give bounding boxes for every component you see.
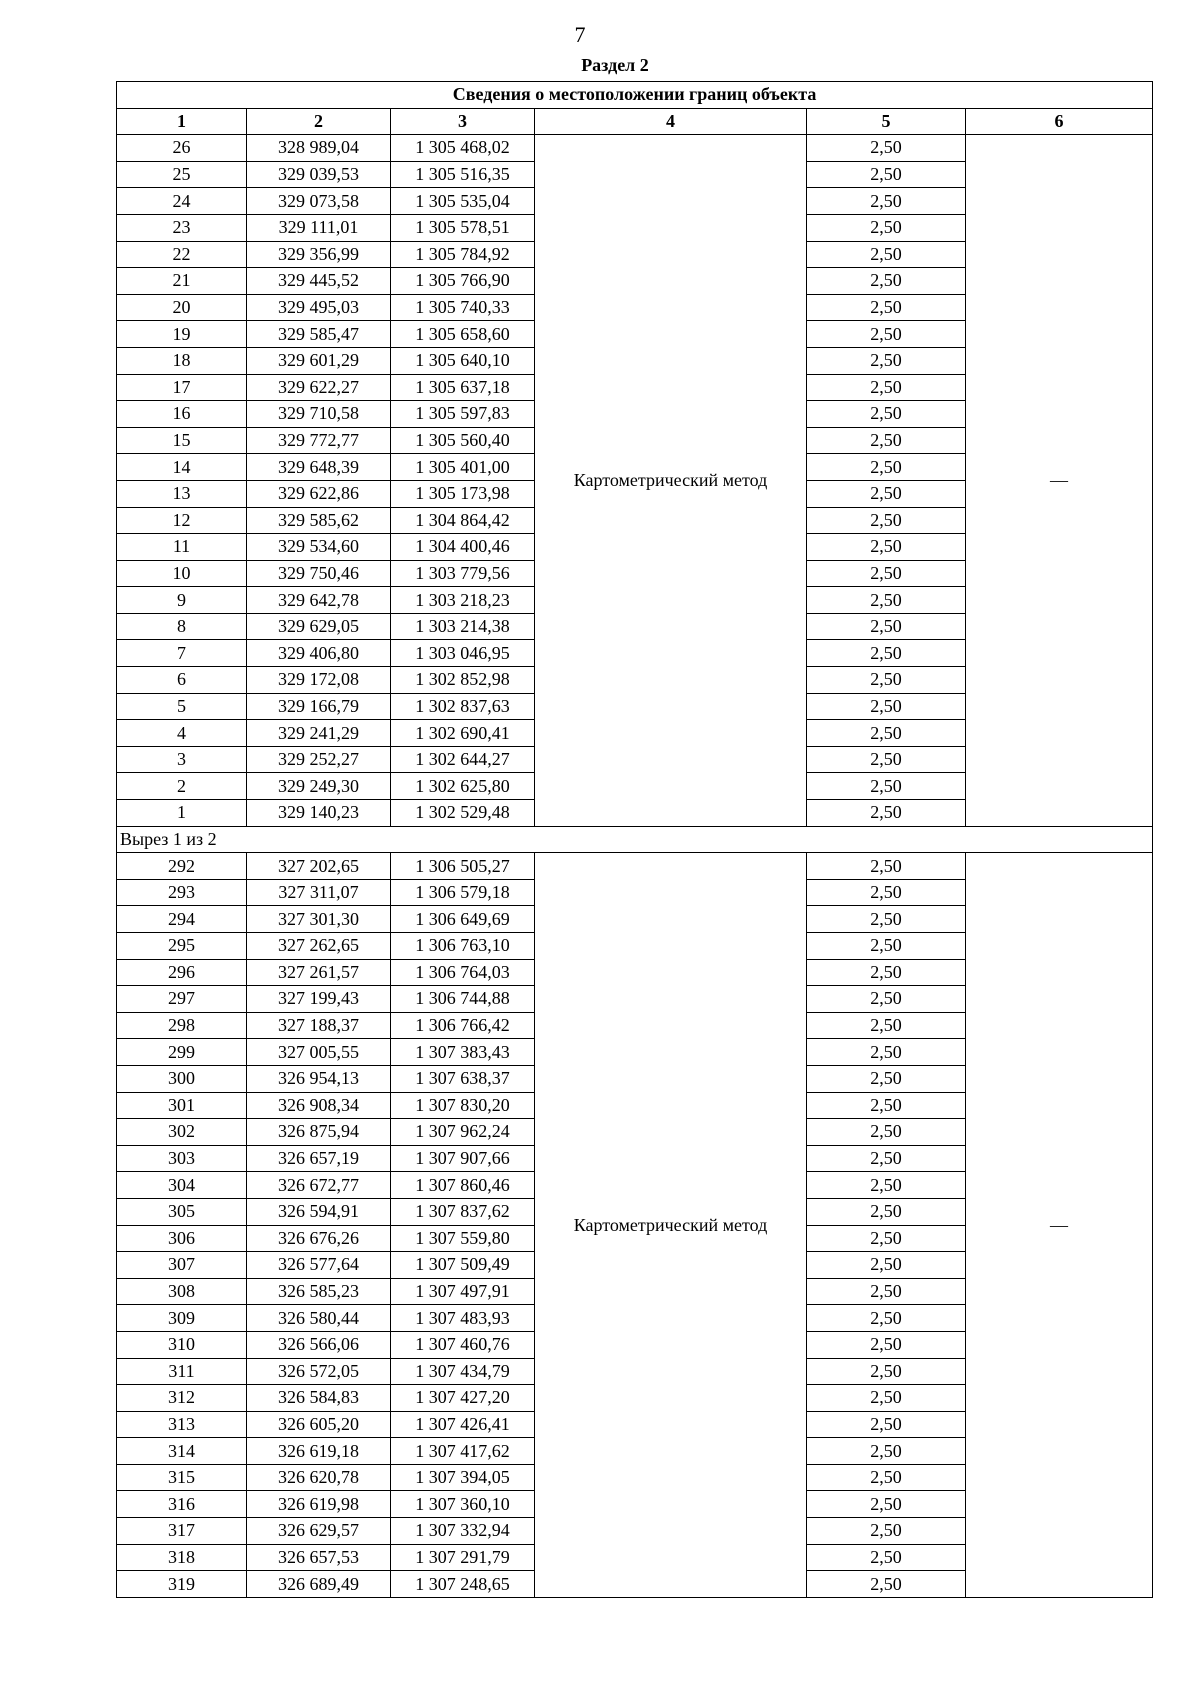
- y-coordinate: 1 305 401,00: [391, 454, 535, 481]
- point-number: 306: [117, 1225, 247, 1252]
- y-coordinate: 1 302 852,98: [391, 667, 535, 694]
- accuracy-value: 2,50: [807, 507, 966, 534]
- y-coordinate: 1 303 779,56: [391, 560, 535, 587]
- point-number: 312: [117, 1385, 247, 1412]
- point-number: 308: [117, 1278, 247, 1305]
- column-header-1: 1: [117, 108, 247, 135]
- accuracy-value: 2,50: [807, 640, 966, 667]
- point-number: 297: [117, 986, 247, 1013]
- point-number: 301: [117, 1092, 247, 1119]
- y-coordinate: 1 305 640,10: [391, 347, 535, 374]
- column-header-2: 2: [247, 108, 391, 135]
- accuracy-value: 2,50: [807, 773, 966, 800]
- y-coordinate: 1 307 509,49: [391, 1252, 535, 1279]
- point-number: 23: [117, 214, 247, 241]
- point-number: 13: [117, 480, 247, 507]
- y-coordinate: 1 304 864,42: [391, 507, 535, 534]
- point-number: 2: [117, 773, 247, 800]
- accuracy-value: 2,50: [807, 1464, 966, 1491]
- y-coordinate: 1 307 426,41: [391, 1411, 535, 1438]
- y-coordinate: 1 303 046,95: [391, 640, 535, 667]
- y-coordinate: 1 302 529,48: [391, 800, 535, 827]
- column-header-5: 5: [807, 108, 966, 135]
- y-coordinate: 1 305 658,60: [391, 321, 535, 348]
- x-coordinate: 329 642,78: [247, 587, 391, 614]
- y-coordinate: 1 306 763,10: [391, 933, 535, 960]
- point-number: 294: [117, 906, 247, 933]
- x-coordinate: 326 657,53: [247, 1544, 391, 1571]
- point-number: 10: [117, 560, 247, 587]
- x-coordinate: 327 261,57: [247, 959, 391, 986]
- y-coordinate: 1 307 332,94: [391, 1518, 535, 1545]
- x-coordinate: 326 657,19: [247, 1145, 391, 1172]
- y-coordinate: 1 304 400,46: [391, 534, 535, 561]
- y-coordinate: 1 303 218,23: [391, 587, 535, 614]
- point-number: 20: [117, 294, 247, 321]
- accuracy-value: 2,50: [807, 454, 966, 481]
- y-coordinate: 1 307 434,79: [391, 1358, 535, 1385]
- point-number: 22: [117, 241, 247, 268]
- accuracy-value: 2,50: [807, 1065, 966, 1092]
- y-coordinate: 1 302 644,27: [391, 746, 535, 773]
- accuracy-value: 2,50: [807, 427, 966, 454]
- y-coordinate: 1 307 248,65: [391, 1571, 535, 1598]
- accuracy-value: 2,50: [807, 1012, 966, 1039]
- y-coordinate: 1 307 417,62: [391, 1438, 535, 1465]
- x-coordinate: 326 954,13: [247, 1065, 391, 1092]
- y-coordinate: 1 305 766,90: [391, 268, 535, 295]
- x-coordinate: 326 580,44: [247, 1305, 391, 1332]
- accuracy-value: 2,50: [807, 986, 966, 1013]
- x-coordinate: 329 039,53: [247, 161, 391, 188]
- y-coordinate: 1 302 690,41: [391, 720, 535, 747]
- point-number: 15: [117, 427, 247, 454]
- accuracy-value: 2,50: [807, 693, 966, 720]
- point-number: 14: [117, 454, 247, 481]
- y-coordinate: 1 305 597,83: [391, 401, 535, 428]
- y-coordinate: 1 305 173,98: [391, 480, 535, 507]
- accuracy-value: 2,50: [807, 1411, 966, 1438]
- x-coordinate: 329 710,58: [247, 401, 391, 428]
- point-number: 307: [117, 1252, 247, 1279]
- x-coordinate: 326 584,83: [247, 1385, 391, 1412]
- y-coordinate: 1 307 559,80: [391, 1225, 535, 1252]
- accuracy-value: 2,50: [807, 1358, 966, 1385]
- accuracy-value: 2,50: [807, 613, 966, 640]
- y-coordinate: 1 305 535,04: [391, 188, 535, 215]
- accuracy-value: 2,50: [807, 906, 966, 933]
- section-title: Раздел 2: [581, 55, 649, 75]
- y-coordinate: 1 307 907,66: [391, 1145, 535, 1172]
- point-number: 24: [117, 188, 247, 215]
- y-coordinate: 1 302 837,63: [391, 693, 535, 720]
- x-coordinate: 326 585,23: [247, 1278, 391, 1305]
- accuracy-value: 2,50: [807, 1331, 966, 1358]
- x-coordinate: 329 750,46: [247, 560, 391, 587]
- x-coordinate: 329 445,52: [247, 268, 391, 295]
- accuracy-value: 2,50: [807, 321, 966, 348]
- accuracy-value: 2,50: [807, 853, 966, 880]
- method-cell: Картометрический метод: [535, 853, 807, 1598]
- accuracy-value: 2,50: [807, 746, 966, 773]
- point-number: 18: [117, 347, 247, 374]
- accuracy-value: 2,50: [807, 879, 966, 906]
- y-coordinate: 1 306 649,69: [391, 906, 535, 933]
- point-number: 300: [117, 1065, 247, 1092]
- accuracy-value: 2,50: [807, 241, 966, 268]
- y-coordinate: 1 305 784,92: [391, 241, 535, 268]
- x-coordinate: 327 301,30: [247, 906, 391, 933]
- y-coordinate: 1 305 516,35: [391, 161, 535, 188]
- table-row: [117, 135, 1153, 162]
- x-coordinate: 329 622,27: [247, 374, 391, 401]
- point-number: 21: [117, 268, 247, 295]
- accuracy-value: 2,50: [807, 560, 966, 587]
- accuracy-value: 2,50: [807, 401, 966, 428]
- y-coordinate: 1 306 744,88: [391, 986, 535, 1013]
- point-number: 317: [117, 1518, 247, 1545]
- y-coordinate: 1 306 505,27: [391, 853, 535, 880]
- point-number: 9: [117, 587, 247, 614]
- point-number: 319: [117, 1571, 247, 1598]
- accuracy-value: 2,50: [807, 1145, 966, 1172]
- y-coordinate: 1 307 837,62: [391, 1198, 535, 1225]
- accuracy-value: 2,50: [807, 135, 966, 162]
- x-coordinate: 329 601,29: [247, 347, 391, 374]
- accuracy-value: 2,50: [807, 480, 966, 507]
- point-number: 298: [117, 1012, 247, 1039]
- page-number: 7: [574, 22, 586, 47]
- y-coordinate: 1 307 962,24: [391, 1119, 535, 1146]
- point-number: 316: [117, 1491, 247, 1518]
- accuracy-value: 2,50: [807, 1544, 966, 1571]
- x-coordinate: 327 311,07: [247, 879, 391, 906]
- y-coordinate: 1 305 740,33: [391, 294, 535, 321]
- point-number: 302: [117, 1119, 247, 1146]
- y-coordinate: 1 306 766,42: [391, 1012, 535, 1039]
- accuracy-value: 2,50: [807, 161, 966, 188]
- x-coordinate: 329 111,01: [247, 214, 391, 241]
- y-coordinate: 1 305 560,40: [391, 427, 535, 454]
- x-coordinate: 326 566,06: [247, 1331, 391, 1358]
- accuracy-value: 2,50: [807, 534, 966, 561]
- x-coordinate: 327 262,65: [247, 933, 391, 960]
- accuracy-value: 2,50: [807, 347, 966, 374]
- x-coordinate: 329 241,29: [247, 720, 391, 747]
- column-6-cell: —: [966, 853, 1153, 1598]
- x-coordinate: 326 594,91: [247, 1198, 391, 1225]
- accuracy-value: 2,50: [807, 1252, 966, 1279]
- point-number: 305: [117, 1198, 247, 1225]
- x-coordinate: 329 249,30: [247, 773, 391, 800]
- x-coordinate: 329 172,08: [247, 667, 391, 694]
- accuracy-value: 2,50: [807, 959, 966, 986]
- point-number: 292: [117, 853, 247, 880]
- y-coordinate: 1 307 638,37: [391, 1065, 535, 1092]
- x-coordinate: 327 005,55: [247, 1039, 391, 1066]
- x-coordinate: 327 188,37: [247, 1012, 391, 1039]
- table-row: [117, 853, 1153, 880]
- x-coordinate: 327 199,43: [247, 986, 391, 1013]
- y-coordinate: 1 307 394,05: [391, 1464, 535, 1491]
- point-number: 311: [117, 1358, 247, 1385]
- accuracy-value: 2,50: [807, 587, 966, 614]
- x-coordinate: 329 140,23: [247, 800, 391, 827]
- accuracy-value: 2,50: [807, 188, 966, 215]
- accuracy-value: 2,50: [807, 1225, 966, 1252]
- point-number: 3: [117, 746, 247, 773]
- x-coordinate: 326 577,64: [247, 1252, 391, 1279]
- point-number: 6: [117, 667, 247, 694]
- accuracy-value: 2,50: [807, 1305, 966, 1332]
- x-coordinate: 326 572,05: [247, 1358, 391, 1385]
- x-coordinate: 329 534,60: [247, 534, 391, 561]
- x-coordinate: 329 406,80: [247, 640, 391, 667]
- x-coordinate: 326 619,18: [247, 1438, 391, 1465]
- y-coordinate: 1 306 579,18: [391, 879, 535, 906]
- point-number: 318: [117, 1544, 247, 1571]
- point-number: 315: [117, 1464, 247, 1491]
- y-coordinate: 1 305 637,18: [391, 374, 535, 401]
- y-coordinate: 1 305 468,02: [391, 135, 535, 162]
- y-coordinate: 1 307 830,20: [391, 1092, 535, 1119]
- x-coordinate: 329 629,05: [247, 613, 391, 640]
- boundary-coordinates-table: [116, 81, 1153, 1598]
- point-number: 310: [117, 1331, 247, 1358]
- y-coordinate: 1 307 460,76: [391, 1331, 535, 1358]
- x-coordinate: 328 989,04: [247, 135, 391, 162]
- accuracy-value: 2,50: [807, 374, 966, 401]
- column-header-4: 4: [535, 108, 807, 135]
- accuracy-value: 2,50: [807, 1092, 966, 1119]
- y-coordinate: 1 307 483,93: [391, 1305, 535, 1332]
- y-coordinate: 1 302 625,80: [391, 773, 535, 800]
- method-cell: Картометрический метод: [535, 135, 807, 826]
- y-coordinate: 1 307 383,43: [391, 1039, 535, 1066]
- x-coordinate: 329 648,39: [247, 454, 391, 481]
- point-number: 7: [117, 640, 247, 667]
- x-coordinate: 329 495,03: [247, 294, 391, 321]
- x-coordinate: 326 629,57: [247, 1518, 391, 1545]
- group-label: Вырез 1 из 2: [117, 826, 1153, 853]
- accuracy-value: 2,50: [807, 1198, 966, 1225]
- point-number: 25: [117, 161, 247, 188]
- accuracy-value: 2,50: [807, 214, 966, 241]
- group-label-row: [117, 826, 1153, 853]
- x-coordinate: 329 166,79: [247, 693, 391, 720]
- point-number: 19: [117, 321, 247, 348]
- x-coordinate: 326 620,78: [247, 1464, 391, 1491]
- x-coordinate: 329 622,86: [247, 480, 391, 507]
- y-coordinate: 1 305 578,51: [391, 214, 535, 241]
- point-number: 12: [117, 507, 247, 534]
- point-number: 314: [117, 1438, 247, 1465]
- point-number: 313: [117, 1411, 247, 1438]
- accuracy-value: 2,50: [807, 667, 966, 694]
- point-number: 295: [117, 933, 247, 960]
- accuracy-value: 2,50: [807, 1571, 966, 1598]
- x-coordinate: 329 073,58: [247, 188, 391, 215]
- column-header-6: 6: [966, 108, 1153, 135]
- accuracy-value: 2,50: [807, 1039, 966, 1066]
- point-number: 304: [117, 1172, 247, 1199]
- point-number: 11: [117, 534, 247, 561]
- y-coordinate: 1 307 360,10: [391, 1491, 535, 1518]
- accuracy-value: 2,50: [807, 933, 966, 960]
- point-number: 309: [117, 1305, 247, 1332]
- y-coordinate: 1 306 764,03: [391, 959, 535, 986]
- x-coordinate: 326 672,77: [247, 1172, 391, 1199]
- x-coordinate: 326 605,20: [247, 1411, 391, 1438]
- x-coordinate: 326 689,49: [247, 1571, 391, 1598]
- point-number: 16: [117, 401, 247, 428]
- x-coordinate: 326 676,26: [247, 1225, 391, 1252]
- column-6-cell: —: [966, 135, 1153, 826]
- y-coordinate: 1 307 860,46: [391, 1172, 535, 1199]
- accuracy-value: 2,50: [807, 1491, 966, 1518]
- point-number: 293: [117, 879, 247, 906]
- x-coordinate: 329 585,62: [247, 507, 391, 534]
- x-coordinate: 326 908,34: [247, 1092, 391, 1119]
- x-coordinate: 326 875,94: [247, 1119, 391, 1146]
- x-coordinate: 329 356,99: [247, 241, 391, 268]
- accuracy-value: 2,50: [807, 720, 966, 747]
- point-number: 303: [117, 1145, 247, 1172]
- y-coordinate: 1 307 497,91: [391, 1278, 535, 1305]
- accuracy-value: 2,50: [807, 1278, 966, 1305]
- x-coordinate: 327 202,65: [247, 853, 391, 880]
- accuracy-value: 2,50: [807, 294, 966, 321]
- accuracy-value: 2,50: [807, 1385, 966, 1412]
- point-number: 296: [117, 959, 247, 986]
- accuracy-value: 2,50: [807, 268, 966, 295]
- point-number: 26: [117, 135, 247, 162]
- point-number: 5: [117, 693, 247, 720]
- y-coordinate: 1 307 427,20: [391, 1385, 535, 1412]
- point-number: 4: [117, 720, 247, 747]
- accuracy-value: 2,50: [807, 1172, 966, 1199]
- x-coordinate: 329 585,47: [247, 321, 391, 348]
- point-number: 17: [117, 374, 247, 401]
- accuracy-value: 2,50: [807, 1438, 966, 1465]
- x-coordinate: 326 619,98: [247, 1491, 391, 1518]
- point-number: 8: [117, 613, 247, 640]
- column-header-3: 3: [391, 108, 535, 135]
- accuracy-value: 2,50: [807, 1119, 966, 1146]
- accuracy-value: 2,50: [807, 800, 966, 827]
- y-coordinate: 1 303 214,38: [391, 613, 535, 640]
- point-number: 299: [117, 1039, 247, 1066]
- y-coordinate: 1 307 291,79: [391, 1544, 535, 1571]
- point-number: 1: [117, 800, 247, 827]
- table-caption: Сведения о местоположении границ объекта: [117, 82, 1153, 109]
- accuracy-value: 2,50: [807, 1518, 966, 1545]
- x-coordinate: 329 252,27: [247, 746, 391, 773]
- x-coordinate: 329 772,77: [247, 427, 391, 454]
